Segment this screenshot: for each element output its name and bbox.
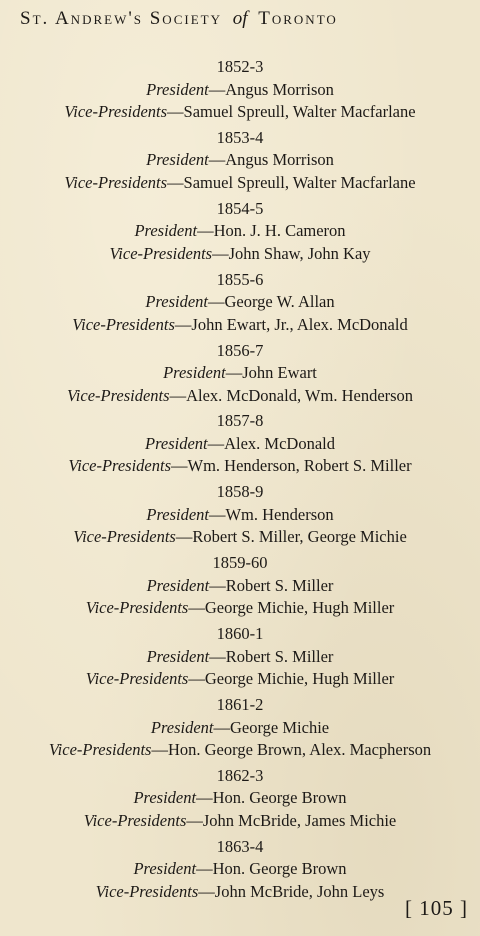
- dash: —: [196, 788, 213, 808]
- vice-presidents-line: [0, 101, 480, 124]
- dash: —: [208, 79, 226, 99]
- entry-year: 1855-6: [216, 269, 264, 289]
- president-label: President: [134, 221, 198, 241]
- president-label: President: [150, 717, 214, 737]
- vice-presidents-names: John Ewart, Jr., Alex. McDonald: [191, 314, 408, 334]
- vice-presidents-names: George Michie, Hugh Miller: [204, 669, 395, 689]
- president-line: [0, 787, 480, 810]
- dash: —: [196, 859, 213, 879]
- vice-presidents-line: [0, 739, 480, 762]
- entry-year: 1854-5: [216, 198, 264, 218]
- entry-year: 1862-3: [216, 765, 264, 785]
- officer-entry: [0, 340, 480, 411]
- entry-year: 1858-9: [216, 482, 264, 502]
- president-label: President: [163, 363, 226, 383]
- vice-presidents-label: Vice-Presidents: [83, 810, 187, 830]
- dash: —: [171, 456, 188, 476]
- officer-entry: [0, 765, 480, 836]
- dash: —: [225, 363, 243, 383]
- vice-presidents-names: Wm. Henderson, Robert S. Miller: [187, 456, 412, 476]
- president-label: President: [146, 646, 210, 666]
- president-line: [0, 858, 480, 881]
- officer-entry: [0, 623, 480, 694]
- president-name: Robert S. Miller: [225, 575, 334, 595]
- president-label: President: [133, 859, 197, 879]
- president-name: George Michie: [230, 717, 330, 737]
- president-line: [0, 575, 480, 598]
- dash: —: [208, 504, 226, 524]
- header-city: Toronto: [258, 8, 338, 29]
- president-name: Angus Morrison: [225, 79, 334, 99]
- vice-presidents-line: [0, 597, 480, 620]
- running-header: [20, 8, 460, 30]
- president-line: [0, 504, 480, 527]
- vice-presidents-label: Vice-Presidents: [85, 598, 189, 618]
- vice-presidents-label: Vice-Presidents: [109, 243, 213, 263]
- vice-presidents-label: Vice-Presidents: [64, 172, 168, 192]
- president-name: Wm. Henderson: [225, 504, 334, 524]
- president-name: George W. Allan: [224, 292, 335, 312]
- vice-presidents-label: Vice-Presidents: [64, 102, 168, 121]
- entry-year: 1857-8: [216, 411, 264, 431]
- entry-year: 1859-60: [212, 553, 268, 573]
- officer-entry: [0, 56, 480, 127]
- president-line: [0, 79, 480, 102]
- vice-presidents-line: [0, 526, 480, 549]
- vice-presidents-names: Samuel Spreull, Walter Macfarlane: [183, 172, 416, 192]
- dash: —: [167, 172, 184, 192]
- officer-entry: [0, 552, 480, 623]
- president-label: President: [146, 504, 209, 524]
- vice-presidents-label: Vice-Presidents: [72, 314, 175, 334]
- header-society-name: St. Andrew's Society: [20, 8, 222, 29]
- president-name: John Ewart: [242, 363, 317, 383]
- dash: —: [197, 221, 214, 241]
- president-line: [0, 646, 480, 669]
- vice-presidents-label: Vice-Presidents: [68, 456, 172, 476]
- entry-year: 1852-3: [216, 57, 264, 76]
- entry-year: 1853-4: [216, 127, 264, 147]
- president-label: President: [146, 150, 209, 170]
- president-name: Robert S. Miller: [225, 646, 334, 666]
- dash: —: [213, 717, 230, 737]
- dash: —: [174, 314, 192, 334]
- vice-presidents-line: [0, 455, 480, 478]
- dash: —: [209, 646, 226, 666]
- president-name: Hon. George Brown: [212, 859, 347, 879]
- officer-entry: [0, 127, 480, 198]
- dash: —: [175, 527, 193, 547]
- vice-presidents-names: Hon. George Brown, Alex. Macpherson: [167, 740, 432, 760]
- president-line: [0, 220, 480, 243]
- president-name: Angus Morrison: [225, 150, 334, 170]
- president-label: President: [145, 292, 208, 312]
- president-label: President: [144, 433, 208, 453]
- president-line: [0, 291, 480, 314]
- officers-list: [0, 56, 480, 907]
- page-number: [ 105 ]: [405, 896, 468, 920]
- vice-presidents-line: [0, 243, 480, 266]
- officer-entry: [0, 481, 480, 552]
- vice-presidents-names: George Michie, Hugh Miller: [204, 598, 395, 618]
- president-label: President: [133, 788, 197, 808]
- president-line: [0, 149, 480, 172]
- officer-entry: [0, 198, 480, 269]
- vice-presidents-names: Robert S. Miller, George Michie: [192, 527, 407, 547]
- entry-year: 1856-7: [216, 340, 264, 360]
- president-line: [0, 433, 480, 456]
- vice-presidents-line: [0, 172, 480, 195]
- vice-presidents-label: Vice-Presidents: [73, 527, 176, 547]
- vice-presidents-line: [0, 810, 480, 833]
- dash: —: [169, 385, 187, 405]
- dash: —: [212, 243, 229, 263]
- dash: —: [188, 598, 205, 618]
- dash: —: [198, 881, 215, 901]
- vice-presidents-line: [0, 314, 480, 337]
- vice-presidents-line: [0, 668, 480, 691]
- vice-presidents-names: John Shaw, John Kay: [228, 243, 371, 263]
- dash: —: [209, 575, 226, 595]
- vice-presidents-label: Vice-Presidents: [48, 740, 152, 760]
- entry-year: 1860-1: [216, 624, 264, 644]
- president-label: President: [146, 575, 210, 595]
- president-label: President: [146, 79, 209, 99]
- vice-presidents-names: John McBride, John Leys: [214, 881, 385, 901]
- entry-year: 1863-4: [216, 836, 264, 856]
- entry-year: 1861-2: [216, 695, 264, 715]
- dash: —: [151, 740, 168, 760]
- dash: —: [167, 102, 184, 121]
- header-of: of: [232, 8, 248, 29]
- vice-presidents-line: [0, 385, 480, 408]
- vice-presidents-label: Vice-Presidents: [85, 669, 189, 689]
- president-name: Hon. J. H. Cameron: [213, 221, 346, 241]
- dash: —: [207, 433, 225, 453]
- dash: —: [186, 810, 203, 830]
- officer-entry: [0, 269, 480, 340]
- vice-presidents-label: Vice-Presidents: [95, 881, 199, 901]
- vice-presidents-names: Alex. McDonald, Wm. Henderson: [186, 385, 414, 405]
- president-line: [0, 362, 480, 385]
- president-name: Hon. George Brown: [212, 788, 347, 808]
- vice-presidents-names: John McBride, James Michie: [202, 810, 397, 830]
- dash: —: [207, 292, 225, 312]
- president-line: [0, 717, 480, 740]
- vice-presidents-label: Vice-Presidents: [66, 385, 170, 405]
- officer-entry: [0, 694, 480, 765]
- president-name: Alex. McDonald: [224, 433, 336, 453]
- officer-entry: [0, 410, 480, 481]
- vice-presidents-names: Samuel Spreull, Walter Macfarlane: [183, 102, 416, 121]
- dash: —: [208, 150, 226, 170]
- dash: —: [188, 669, 205, 689]
